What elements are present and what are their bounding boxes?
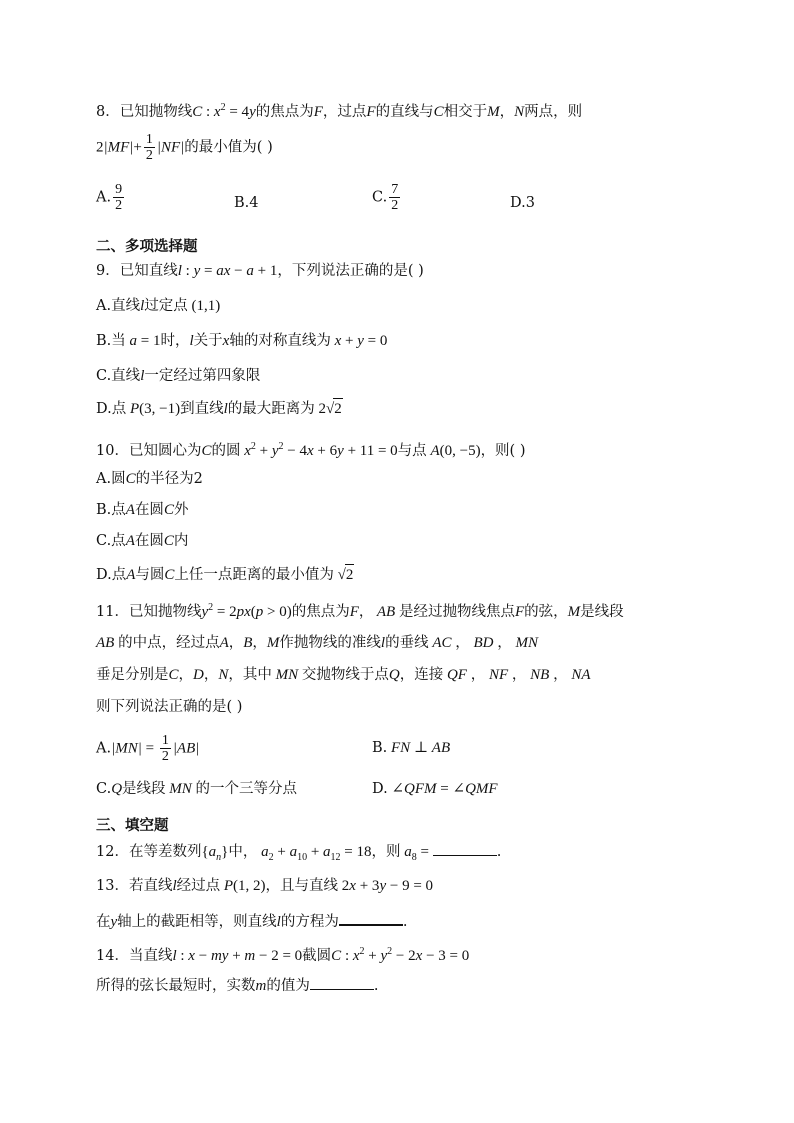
q9-option-d: D.点 P(3, −1)到直线l的最大距离为 2√2 [96,398,343,419]
q11-stem-line2: AB 的中点，经过点A，B，M作抛物线的准线l的垂线 AC ， BD ， MN [96,635,539,651]
q10-option-c: C.点A在圆C内 [96,533,189,549]
q14-answer-blank[interactable] [310,975,374,990]
q13-answer-blank[interactable] [339,910,403,926]
q8-text: 的焦点为 [255,104,314,120]
q8-option-b: B.4 [234,195,259,211]
q9-option-c: C.直线l一定经过第四象限 [96,368,261,384]
q8-text: ，过点 [322,104,367,120]
q8-option-c: C. $\frac{7}{2}$ [372,182,399,213]
q11-stem-line1: 11．已知抛物线$y^2 = 2px(p > 0)$的焦点为F， AB 是经过抛物线焦点F的弦，M是线段 [96,602,624,620]
q9-option-a: A.直线l过定点 (1,1) [96,298,221,314]
q11-option-b: B. FN ⊥ AB [372,740,451,756]
q11-option-c: C.Q是线段 MN 的一个三等分点 [96,781,298,797]
section-title-multiple-choice: 二、多项选择题 [96,238,198,255]
q8-text: 两点，则 [524,104,583,120]
q8-expression: 2|MF|+ [96,139,142,156]
q8-text: 8．已知抛物线 [96,104,193,120]
q13-stem-line1: 13．若直线l经过点 P(1, 2)，且与直线 2x + 3y − 9 = 0 [96,878,434,894]
q8-text: 的最小值为( ) [184,139,273,156]
q10-option-a: A.圆C的半径为2 [96,471,203,487]
q8-option-d: D.3 [510,195,535,211]
q8-text: 相交于 [443,104,488,120]
q8-stem-line2: 2|MF|+ $\frac{1}{2}$ |NF|的最小值为( ) [96,132,273,163]
q10-option-d: D.点A与圆C上任一点距离的最小值为 √2 [96,564,354,585]
q11-option-d: D. ∠QFM = ∠QMF [372,781,498,797]
q8-option-a: A. $\frac{9}{2}$ [96,182,123,213]
q8-parabola: C : $x^2 = 4y$ [192,102,256,120]
q10-stem: 10．已知圆心为C的圆 $x^2 + y^2 - 4x + 6y + 11 = 0$与点 A(0, −5)，则( ) [96,441,526,459]
q10-option-b: B.点A在圆C外 [96,502,189,518]
q8-text: 的直线与 [375,104,434,120]
q14-stem-line1: 14．当直线l : x − my + m − 2 = 0截圆C : $x^2 + y^2 - 2x - 3 = 0$ [96,946,470,964]
q11-stem-line4: 则下列说法正确的是( ) [96,699,243,715]
q12-answer-blank[interactable] [433,841,497,856]
q8-half-fraction: $\frac{1}{2}$ [145,132,153,163]
q8-text: ， [499,104,515,120]
q8-stem-line1: 8．已知抛物线C : $x^2 = 4y$的焦点为F，过点F的直线与C相交于M，N两点，则 [96,102,583,120]
q14-stem-line2: 所得的弦长最短时，实数m的值为 . [96,975,378,996]
q9-option-b: B.当 a = 1时，l关于x轴的对称直线为 x + y = 0 [96,333,388,349]
q9-stem: 9．已知直线l : y = ax − a + 1，下列说法正确的是( ) [96,263,424,279]
q13-stem-line2: 在y轴上的截距相等，则直线l的方程为 . [96,910,407,932]
section-title-fill-in: 三、填空题 [96,817,169,834]
q11-option-a: A.|MN| = $\frac{1}{2}$ |AB| [96,733,200,764]
q12-stem: 12．在等差数列$\{a_n\}$中， $a_2 + a_{10} + a_{12} = 18$，则 $a_8$ = . [96,841,501,868]
q11-stem-line3: 垂足分别是C，D，N，其中 MN 交抛物线于点Q，连接 QF ， NF ， NB ， NA [96,667,591,683]
